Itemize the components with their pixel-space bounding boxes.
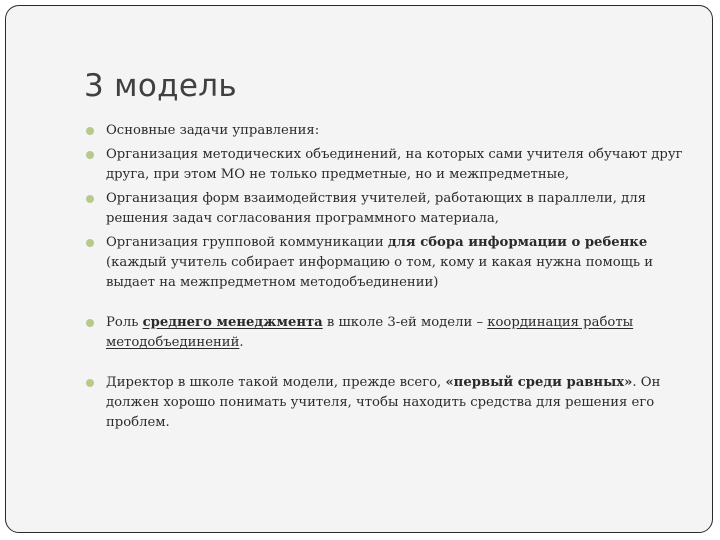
bullet-dot-icon <box>86 379 94 387</box>
list-item <box>86 145 686 185</box>
bullet-text: Организация форм взаимодействия учителей, работающих в параллели, для решения задач согласования программного материала, <box>106 191 646 226</box>
list-item <box>86 189 686 229</box>
bullet-text-middle: в школе 3-ей модели – <box>322 315 488 330</box>
bullet-list <box>86 121 686 437</box>
list-item <box>86 121 686 141</box>
bullet-text-start: Роль <box>106 315 143 330</box>
bullet-text-bold: «первый среди равных» <box>445 375 633 390</box>
bullet-text-end: (каждый учитель собирает информацию о том, кому и какая нужна помощь и выдает на межпредметном методобъединении) <box>106 255 654 290</box>
bullet-text: Основные задачи управления: <box>106 123 320 138</box>
bullet-text-end: . <box>239 335 244 350</box>
bullet-text-underlined-bold: среднего менеджмента <box>142 315 323 330</box>
bullet-dot-icon <box>86 127 94 135</box>
bullet-text: Организация методических объединений, на которых сами учителя обучают друг друга, при этом МО не только предметные, но и межпредметные, <box>106 147 683 182</box>
list-item <box>86 233 686 293</box>
bullet-text-bold: для сбора информации о ребенке <box>387 235 648 250</box>
bullet-text-underlined: координация работы методобъединений <box>106 315 634 350</box>
bullet-dot-icon <box>86 319 94 327</box>
bullet-dot-icon <box>86 151 94 159</box>
list-item <box>86 313 686 353</box>
bullet-text-start: Директор в школе такой модели, прежде всего, <box>106 375 446 390</box>
bullet-dot-icon <box>86 239 94 247</box>
slide <box>5 5 713 533</box>
bullet-text-end: . Он должен хорошо понимать учителя, чтобы находить средства для решения его проблем. <box>106 375 661 430</box>
bullet-text-start: Организация групповой коммуникации <box>106 235 388 250</box>
slide-title: 3 модель <box>84 68 237 104</box>
bullet-dot-icon <box>86 195 94 203</box>
list-item <box>86 373 686 433</box>
